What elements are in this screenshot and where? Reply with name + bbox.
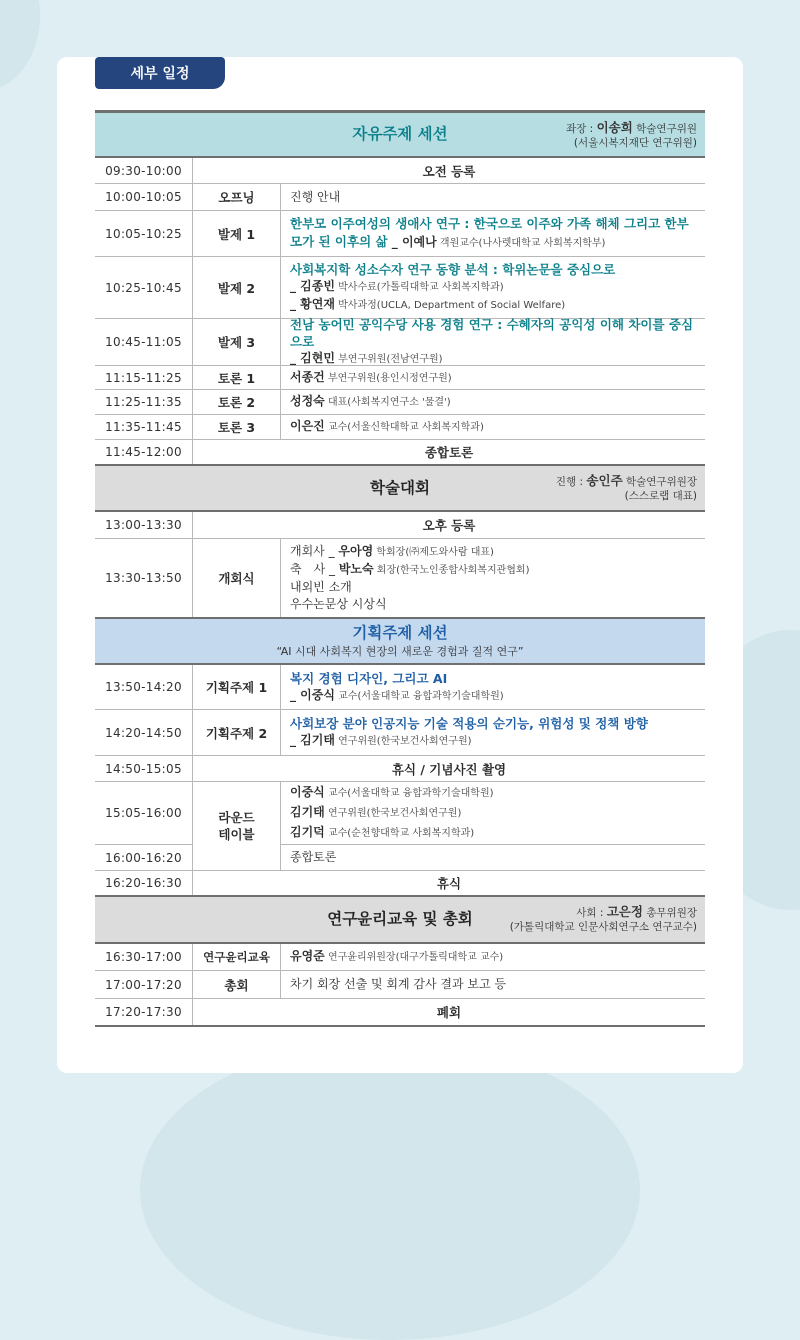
background-decoration (0, 0, 40, 90)
event-cell: 오후 등록 (422, 518, 476, 533)
content-cell: 종합토론 (290, 850, 337, 864)
label-cell: 발제 1 (193, 211, 281, 256)
panelist-name: 김기덕 (290, 825, 325, 839)
section-header-planned (95, 619, 705, 665)
time-cell: 13:30-13:50 (95, 539, 193, 617)
content-cell (281, 211, 705, 256)
table-row (95, 999, 705, 1025)
label-cell: 연구윤리교육 (193, 944, 281, 970)
chair-name: 이송희 (596, 120, 633, 135)
time-cell: 11:15-11:25 (95, 366, 193, 389)
event-cell: 폐회 (436, 1005, 462, 1020)
content-cell (281, 665, 705, 709)
section-header-ethics (95, 897, 705, 944)
paper-title: 사회복지학 성소수자 연구 동향 분석 : 학위논문을 중심으로 (290, 262, 616, 277)
table-row (95, 415, 705, 440)
content-cell (281, 944, 705, 970)
label-cell: 기획주제 1 (193, 665, 281, 709)
presenter-name: _ 김현민 (290, 351, 335, 365)
label-cell: 라운드 테이블 (193, 782, 281, 870)
presenter-name: _ 김기태 (290, 733, 335, 747)
chair-name: 고은정 (606, 904, 643, 919)
time-cell: 17:00-17:20 (95, 971, 193, 998)
presenter-name: _ 김종빈 (290, 279, 335, 293)
table-row (95, 319, 705, 366)
content-cell (281, 366, 705, 389)
content-cell: 진행 안내 (290, 189, 341, 204)
table-row (95, 512, 705, 539)
discussant-affiliation: 부연구위원(용인시정연구원) (324, 372, 452, 384)
presenter-name: _ 이예나 (387, 235, 437, 249)
table-row (95, 539, 705, 619)
label-cell: 오프닝 (193, 184, 281, 210)
table-row (95, 665, 705, 710)
paper-title: 사회보장 분야 인공지능 기술 적용의 순기능, 위험성 및 정책 방향 (290, 716, 648, 731)
content-cell: 이중식 교수(서울대학교 융합과학기술대학원) 김기태 연구위원(한국보건사회연구원) 김기덕 교수(순천향대학교 사회복지학과) (281, 782, 705, 845)
section-chair: 좌장 : 이송희 학술연구위원 (서울시복지재단 연구위원) (566, 120, 697, 149)
background-decoration (140, 1040, 640, 1340)
discussant-name: 성정숙 (290, 394, 325, 408)
presenter-affiliation: 부연구위원(전남연구원) (334, 354, 443, 365)
presenter-affiliation: 객원교수(나사렛대학교 사회복지학부) (436, 238, 606, 249)
content-cell: 개회사 _ 우아영 학회장(㈜제도와사람 대표) 축 사 _ 박노숙 회장(한국노인종합사회복지관협회) 내외빈 소개 우수논문상 시상식 (290, 544, 530, 611)
section-title: 연구윤리교육 및 총회 (327, 910, 473, 928)
paper-title: 전남 농어민 공익수당 사용 경험 연구 : 수혜자의 공익성 이해 차이를 중심으로 (290, 317, 694, 349)
table-row (95, 756, 705, 782)
schedule-table (95, 110, 705, 1027)
label-cell: 총회 (193, 971, 281, 998)
paper-title: 한부모 이주여성의 생애사 연구 : 한국으로 이주와 가족 해체 그리고 한부모가 된 이후의 삶 (290, 216, 689, 249)
time-cell: 10:25-10:45 (95, 257, 193, 318)
label-cell: 기획주제 2 (193, 710, 281, 755)
table-row (95, 971, 705, 999)
presenter-affiliation: 교수(서울대학교 융합과학기술대학원) (334, 690, 504, 702)
time-cell: 11:45-12:00 (95, 440, 193, 464)
label-cell: 토론 1 (193, 366, 281, 389)
table-row (95, 944, 705, 971)
label-cell: 토론 3 (193, 415, 281, 439)
time-cell: 16:20-16:30 (95, 871, 193, 895)
presenter-name: _ 황연재 (290, 297, 335, 311)
time-cell: 15:05-16:00 (95, 782, 192, 845)
event-cell: 오전 등록 (422, 163, 476, 179)
section-title: 학술대회 (370, 479, 430, 497)
table-row-group (95, 782, 705, 871)
panelist-name: 김기태 (290, 805, 325, 819)
header-tab: 세부 일정 (95, 57, 225, 89)
time-cell: 16:00-16:20 (105, 850, 182, 865)
content-cell: 차기 회장 선출 및 회계 감사 결과 보고 등 (290, 977, 506, 991)
presenter-name: _ 이중식 (290, 687, 335, 702)
time-cell: 11:25-11:35 (95, 390, 193, 414)
panelist-name: 이중식 (290, 785, 325, 799)
content-cell (281, 257, 705, 318)
label-cell: 발제 3 (193, 319, 281, 365)
chair-name: 송인주 (586, 473, 623, 488)
table-row (95, 184, 705, 211)
time-cell: 13:00-13:30 (95, 512, 193, 538)
speaker-name: 우아영 (338, 544, 374, 558)
lecturer-name: 유영준 (290, 949, 325, 963)
time-cell: 17:20-17:30 (95, 999, 193, 1025)
event-cell: 휴식 / 기념사진 촬영 (391, 761, 507, 777)
table-row (95, 871, 705, 897)
time-cell: 14:20-14:50 (95, 710, 193, 755)
section-header-free (95, 113, 705, 158)
section-chair: 진행 : 송인주 학술연구위원장 (스스로랩 대표) (555, 473, 697, 502)
content-cell (281, 390, 705, 414)
section-subtitle: “AI 시대 사회복지 현장의 새로운 경험과 질적 연구” (276, 645, 524, 658)
time-cell: 14:50-15:05 (95, 756, 193, 781)
speaker-name: 박노숙 (338, 562, 374, 576)
time-column (95, 782, 193, 870)
event-cell: 종합토론 (424, 445, 474, 460)
table-row (95, 366, 705, 390)
discussant-name: 서종건 (290, 369, 325, 384)
discussant-name: 이은진 (290, 419, 325, 433)
content-cell (281, 710, 705, 755)
event-cell: 휴식 (436, 876, 462, 891)
section-title: 기획주제 세션 (352, 624, 448, 642)
label-cell: 발제 2 (193, 257, 281, 318)
table-row (95, 158, 705, 184)
presenter-affiliation: 연구위원(한국보건사회연구원) (334, 736, 472, 747)
time-cell: 10:45-11:05 (95, 319, 193, 365)
time-cell: 09:30-10:00 (95, 158, 193, 183)
time-cell: 13:50-14:20 (95, 665, 193, 709)
discussant-affiliation: 대표(사회복지연구소 '물결') (324, 397, 451, 408)
content-cell (281, 415, 705, 439)
time-cell: 16:30-17:00 (95, 944, 193, 970)
presenter-affiliation: 박사수료(가톨릭대학교 사회복지학과) (334, 282, 504, 293)
section-title: 자유주제 세션 (352, 125, 448, 143)
table-row (95, 440, 705, 466)
discussant-affiliation: 교수(서울신학대학교 사회복지학과) (324, 422, 484, 433)
table-row (95, 390, 705, 415)
table-row (95, 211, 705, 257)
lecturer-affiliation: 연구윤리위원장(대구가톨릭대학교 교수) (324, 952, 504, 963)
section-header-academic (95, 466, 705, 512)
presenter-affiliation: 박사과정(UCLA, Department of Social Welfare) (334, 300, 566, 311)
paper-title: 복지 경험 디자인, 그리고 AI (290, 670, 448, 686)
table-row (95, 710, 705, 756)
content-cell (281, 319, 705, 365)
table-row (95, 257, 705, 319)
content-column (281, 782, 705, 870)
label-cell: 개회식 (193, 539, 281, 617)
label-cell: 토론 2 (193, 390, 281, 414)
time-cell: 10:00-10:05 (95, 184, 193, 210)
time-cell: 10:05-10:25 (95, 211, 193, 256)
time-cell: 11:35-11:45 (95, 415, 193, 439)
section-chair: 사회 : 고은정 총무위원장 (가톨릭대학교 인문사회연구소 연구교수) (509, 904, 697, 933)
